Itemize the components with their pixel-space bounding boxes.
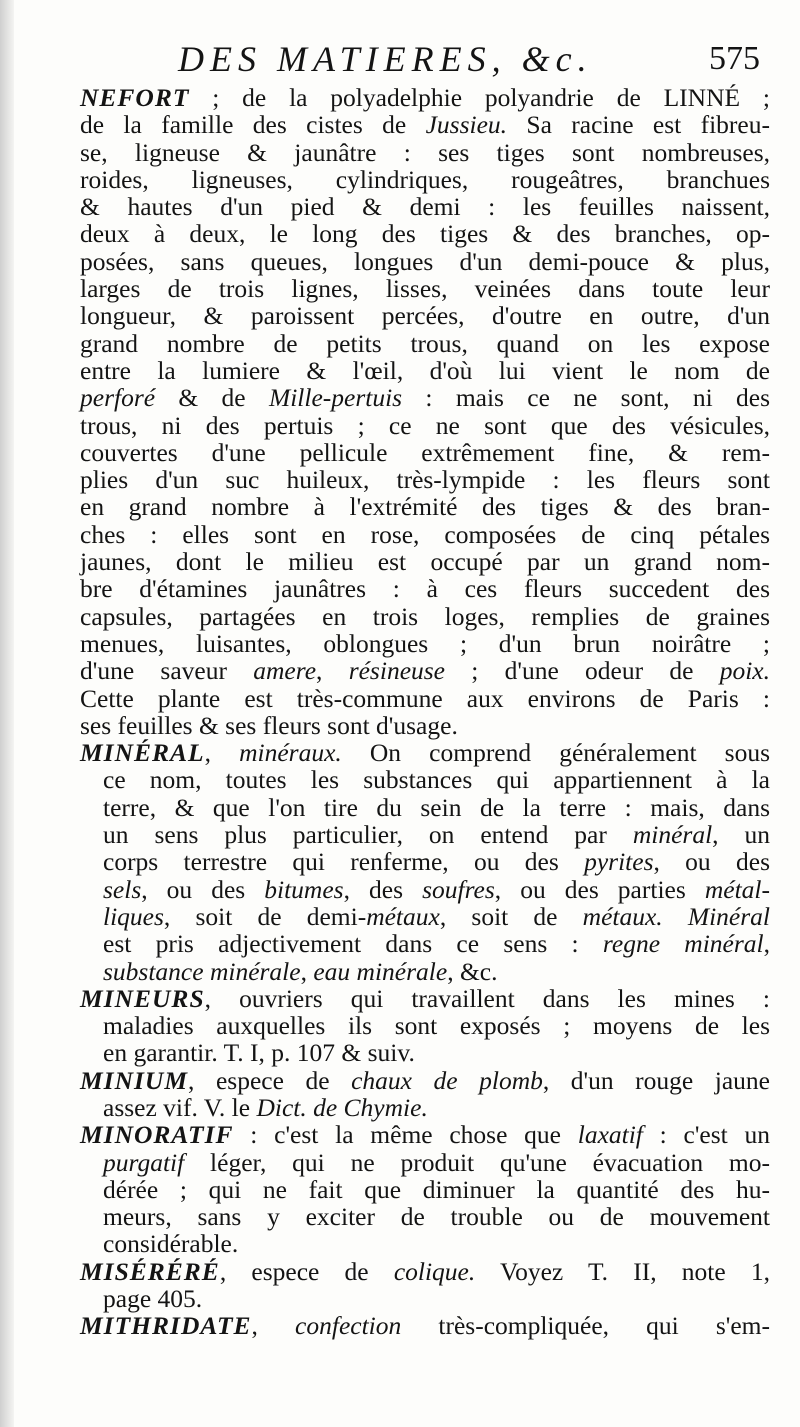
text-run: meurs, sans y exciter de trouble ou de mouvement	[103, 1202, 770, 1232]
entry-continuation-line	[80, 1285, 770, 1312]
text-run: ,	[316, 656, 349, 686]
entry-continuation-line	[80, 1176, 770, 1203]
italic-term: Mille-pertuis	[268, 383, 403, 413]
italic-term: liques	[103, 901, 164, 931]
text-run: assez vif. V. le	[103, 1092, 257, 1122]
text-run: posées, sans queues, longues d'un demi-pouce & plus,	[80, 246, 770, 276]
text-run: , espece de	[188, 1065, 352, 1095]
text-line	[80, 575, 770, 602]
italic-term: Dict. de Chymie.	[256, 1092, 428, 1122]
entry-continuation-line	[80, 1230, 770, 1257]
entry-continuation-line	[80, 766, 770, 793]
text-run: très-compliquée, qui s'em-	[401, 1311, 771, 1341]
entry-continuation-line	[80, 848, 770, 875]
text-run: , espece de	[219, 1256, 394, 1286]
text-run: capsules, partagées en trois loges, remplies de graines	[80, 601, 770, 631]
text-line	[80, 548, 770, 575]
text-run: , ou des	[653, 847, 770, 877]
text-run: couvertes d'une pellicule extrêmement fine, & rem-	[80, 437, 770, 467]
entry-headword: MINORATIF	[80, 1120, 234, 1150]
text-line	[80, 412, 770, 439]
text-line	[80, 384, 770, 411]
page-spine-shadow	[0, 0, 14, 1427]
text-run: ses feuilles & ses fleurs sont d'usage.	[80, 710, 458, 740]
entry-continuation-line	[80, 930, 770, 957]
text-run: , d'un rouge jaune	[542, 1065, 770, 1095]
text-line	[80, 657, 770, 684]
text-line	[80, 357, 770, 384]
entry-headword: NEFORT	[80, 83, 190, 112]
index-entry-line	[80, 739, 770, 766]
italic-term: perforé	[80, 383, 156, 413]
text-run: en grand nombre à l'extrémité des tiges & des bran-	[80, 492, 770, 522]
italic-term: poix.	[719, 656, 770, 686]
text-line	[80, 712, 770, 739]
text-line	[80, 220, 770, 247]
entry-continuation-line	[80, 1149, 770, 1176]
italic-term: purgatif	[103, 1147, 185, 1177]
italic-term: résineuse	[348, 656, 445, 686]
italic-term: métaux.	[582, 901, 663, 931]
italic-term: substance minérale	[103, 956, 301, 986]
entry-continuation-line	[80, 1012, 770, 1039]
text-line	[80, 685, 770, 712]
text-line	[80, 111, 770, 138]
text-run: en garantir. T. I, p. 107 & suiv.	[103, 1038, 415, 1068]
text-run: , des	[343, 874, 423, 904]
entry-continuation-line	[80, 1039, 770, 1066]
text-run: corps terrestre qui renferme, ou des	[103, 847, 585, 877]
italic-term: pyrites	[584, 847, 654, 877]
index-entry-line	[80, 1067, 770, 1094]
text-run: ,	[300, 956, 314, 986]
text-line	[80, 302, 770, 329]
index-entry-line	[80, 1312, 770, 1339]
text-line	[80, 493, 770, 520]
text-run: trous, ni des pertuis ; ce ne sont que des vésicules,	[80, 410, 770, 440]
text-run: se, ligneuse & jaunâtre : ses tiges sont nombreuses,	[80, 137, 770, 167]
italic-term: minéral	[632, 820, 713, 850]
index-text-block	[80, 84, 770, 1340]
index-entry-line	[80, 1258, 770, 1285]
page-number: 575	[709, 40, 760, 77]
text-run: deux à deux, le long des tiges & des branches, op-	[80, 219, 770, 249]
text-run: , ouvriers qui travaillent dans les mines :	[204, 983, 770, 1013]
entry-headword: MITHRIDATE	[80, 1311, 252, 1341]
italic-term: confection	[295, 1311, 402, 1341]
text-line	[80, 166, 770, 193]
page-header	[178, 38, 760, 82]
text-line	[80, 275, 770, 302]
text-line	[80, 139, 770, 166]
text-run: Voyez T. II, note 1,	[475, 1256, 771, 1286]
text-run: entre la lumiere & l'œil, d'où lui vient le nom de	[80, 355, 770, 385]
text-run: page 405.	[103, 1284, 203, 1314]
text-run: : c'est la même chose que	[233, 1120, 578, 1150]
text-run: dérée ; qui ne fait que diminuer la quantité des hu-	[103, 1174, 770, 1204]
index-entry-line	[80, 985, 770, 1012]
text-run: , ou des parties	[494, 874, 705, 904]
text-line	[80, 248, 770, 275]
entry-headword: MINEURS	[80, 983, 205, 1013]
text-line	[80, 439, 770, 466]
italic-term: regne minéral	[602, 929, 764, 959]
text-run: Cette plante est très-commune aux environs de Paris :	[80, 683, 770, 713]
index-entry-line	[80, 1121, 770, 1148]
text-run: un sens plus particulier, on entend par	[103, 820, 633, 850]
text-run: ,	[204, 738, 240, 768]
italic-term: métaux	[366, 901, 440, 931]
text-line	[80, 466, 770, 493]
italic-term: Jussieu.	[425, 110, 508, 140]
italic-term: amere	[253, 656, 317, 686]
text-run: bre d'étamines jaunâtres : à ces fleurs succedent des	[80, 574, 770, 604]
text-run: ; d'une odeur de	[445, 656, 720, 686]
text-run: longueur, & paroissent percées, d'outre en outre, d'un	[80, 301, 770, 331]
text-run: maladies auxquelles ils sont exposés ; moyens de les	[103, 1011, 770, 1041]
text-run: , un	[712, 820, 770, 850]
text-run: plies d'un suc huileux, très-lympide : les fleurs sont	[80, 465, 770, 495]
text-run: , &c.	[447, 956, 498, 986]
text-run: , soit de	[439, 901, 583, 931]
text-run: de la famille des cistes de	[80, 110, 426, 140]
italic-term: soufres	[422, 874, 495, 904]
entry-continuation-line	[80, 1203, 770, 1230]
text-run: , soit de demi-	[163, 901, 367, 931]
text-run: est pris adjectivement dans ce sens :	[103, 929, 603, 959]
italic-term: eau minérale	[313, 956, 448, 986]
entry-continuation-line	[80, 876, 770, 903]
entry-continuation-line	[80, 1094, 770, 1121]
text-run: & hautes d'un pied & demi : les feuilles naissent,	[80, 192, 770, 222]
italic-term: sels	[103, 874, 142, 904]
text-run: & de	[155, 383, 269, 413]
text-run: ches : elles sont en rose, composées de cinq pétales	[80, 519, 770, 549]
text-line	[80, 603, 770, 630]
running-head: DES MATIERES, &c.	[178, 39, 593, 79]
entry-continuation-line	[80, 958, 770, 985]
text-run: ; de la polyadelphie polyandrie de LINNÉ ;	[189, 83, 770, 112]
text-run: ,	[251, 1311, 296, 1341]
text-run	[663, 902, 688, 931]
text-line	[80, 521, 770, 548]
entry-continuation-line	[80, 794, 770, 821]
italic-term: laxatif	[577, 1120, 643, 1150]
text-run: jaunes, dont le milieu est occupé par un grand nom-	[80, 547, 770, 577]
entry-continuation-line	[80, 903, 770, 930]
text-line	[80, 630, 770, 657]
text-run: Sa racine est fibreu-	[507, 110, 770, 140]
text-line	[80, 84, 770, 111]
entry-headword: MISÉRÉRÉ	[80, 1256, 220, 1286]
text-run: , ou des	[141, 874, 265, 904]
italic-term: Minéral	[687, 901, 770, 931]
text-run: menues, luisantes, oblongues ; d'un brun noirâtre ;	[80, 628, 770, 658]
italic-term: colique.	[393, 1256, 476, 1286]
text-run: larges de trois lignes, lisses, veinées dans toute leur	[80, 274, 770, 304]
text-run: considérable.	[103, 1229, 239, 1259]
text-run: terre, & que l'on tire du sein de la terre : mais, dans	[103, 792, 770, 822]
text-run: : c'est un	[642, 1120, 770, 1150]
text-line	[80, 330, 770, 357]
text-run: léger, qui ne produit qu'une évacuation mo-	[184, 1147, 770, 1177]
italic-term: minéraux.	[239, 738, 342, 768]
text-run: : mais ce ne sont, ni des	[402, 383, 770, 413]
text-run: grand nombre de petits trous, quand on les expose	[80, 328, 770, 358]
text-run: ,	[763, 929, 770, 959]
text-line	[80, 193, 770, 220]
text-run: d'une saveur	[80, 656, 254, 686]
italic-term: métal-	[704, 874, 770, 904]
text-run: ce nom, toutes les substances qui appartiennent à la	[103, 765, 770, 795]
text-run: On comprend généralement sous	[341, 738, 771, 768]
entry-headword: MINÉRAL	[80, 738, 205, 768]
text-run: roides, ligneuses, cylindriques, rougeâtres, branchues	[80, 164, 770, 194]
italic-term: chaux de plomb	[351, 1065, 543, 1095]
entry-headword: MINIUM	[80, 1065, 189, 1095]
italic-term: bitumes	[264, 874, 344, 904]
entry-continuation-line	[80, 821, 770, 848]
